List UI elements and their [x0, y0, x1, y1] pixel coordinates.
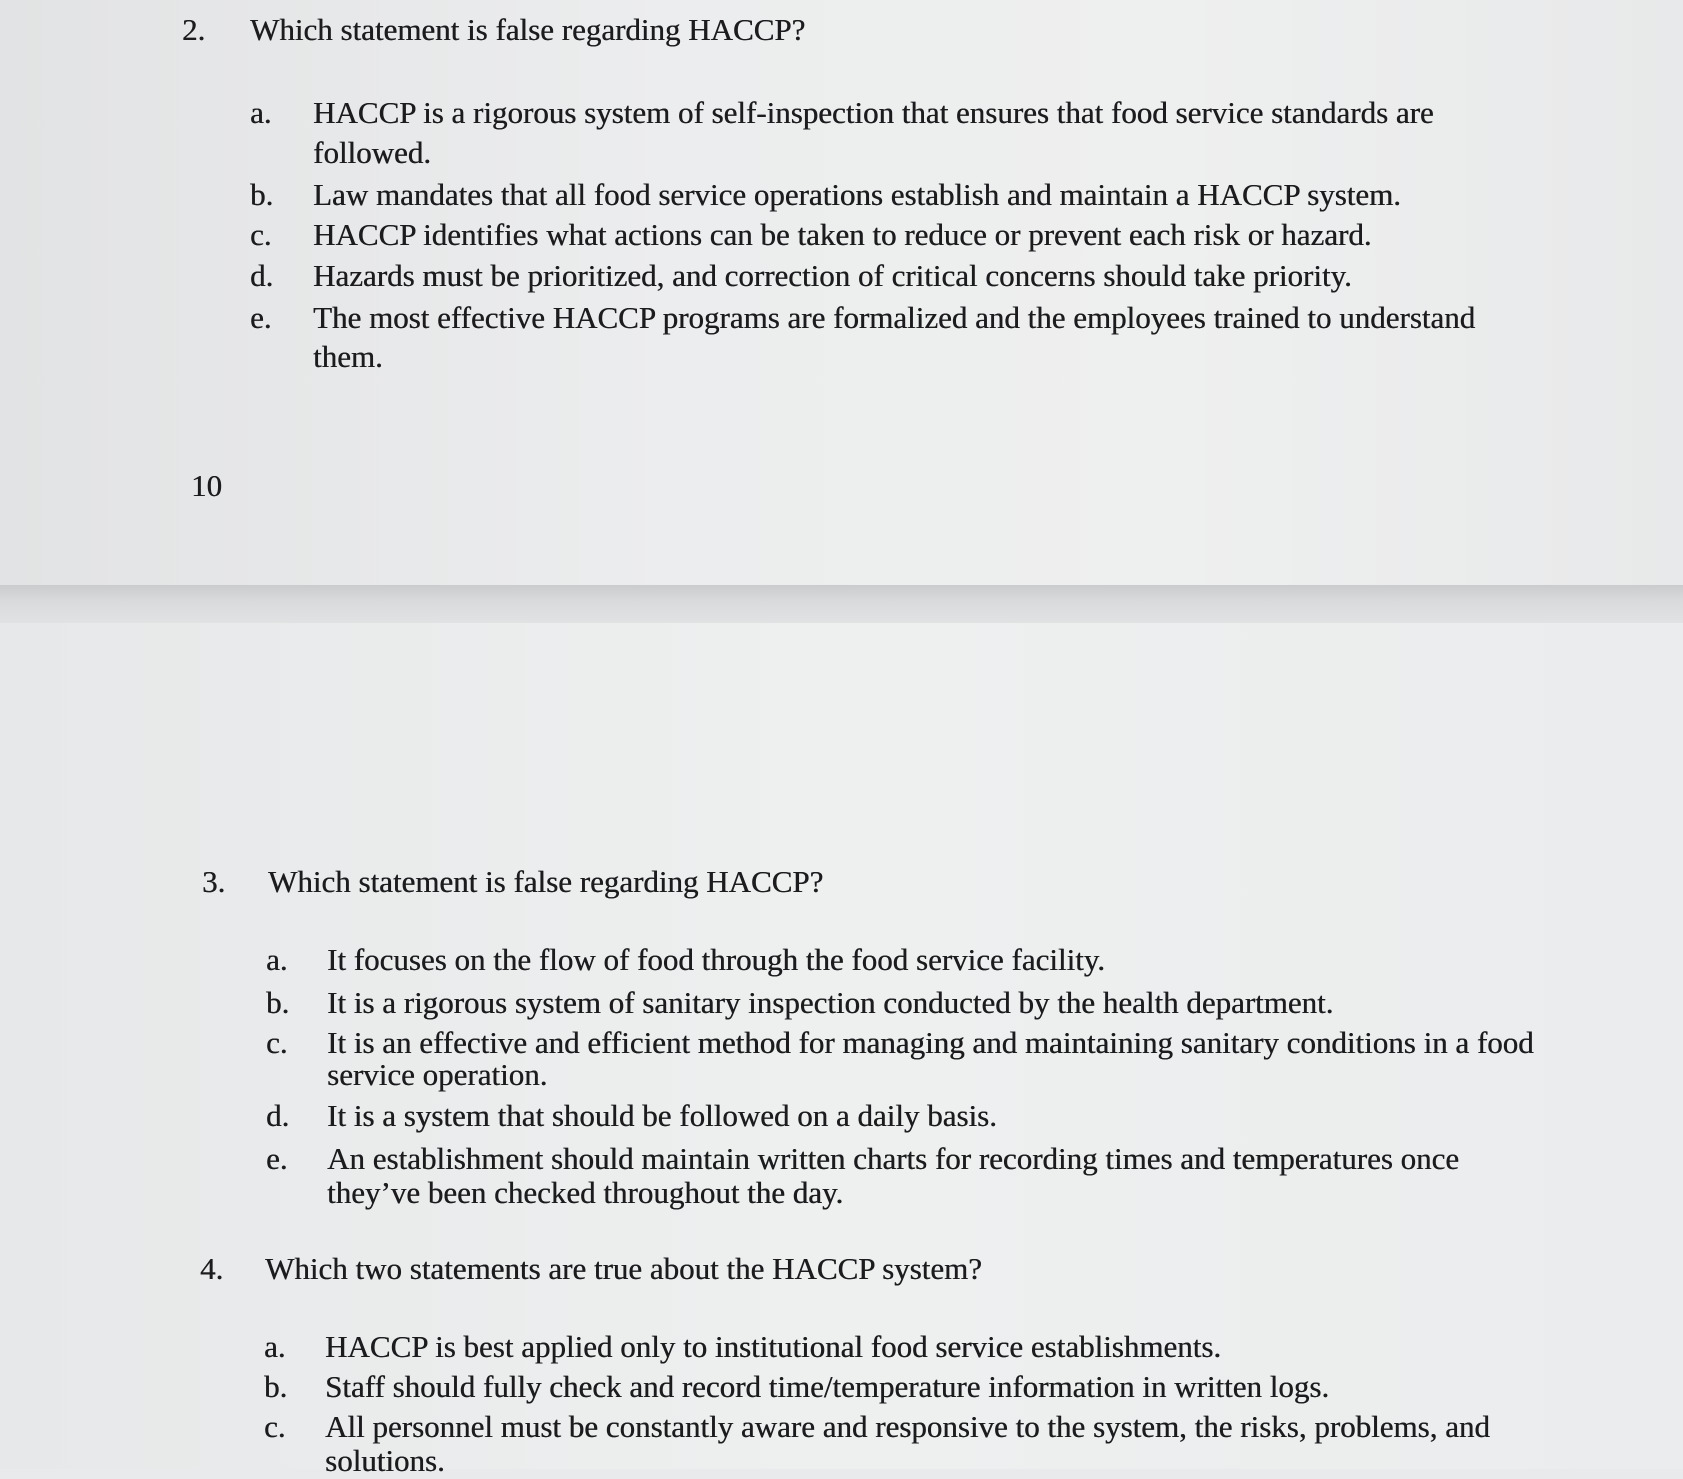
option-letter: b.: [250, 177, 274, 212]
option-letter: a.: [264, 1329, 286, 1364]
option-text: HACCP is best applied only to institutional food service establishments.: [325, 1329, 1222, 1364]
option-letter: a.: [266, 942, 288, 977]
option-text: them.: [313, 339, 383, 374]
option-text: Staff should fully check and record time/temperature information in written logs.: [325, 1369, 1330, 1404]
option-text: they’ve been checked throughout the day.: [327, 1175, 844, 1210]
option-text: followed.: [313, 135, 431, 170]
question-prompt: Which statement is false regarding HACCP?: [268, 864, 824, 899]
option-text: It is a rigorous system of sanitary inspection conducted by the health department.: [327, 985, 1334, 1020]
option-letter: c.: [266, 1025, 288, 1060]
option-text: It is a system that should be followed on a daily basis.: [327, 1098, 997, 1133]
option-text: service operation.: [327, 1057, 548, 1092]
option-text: The most effective HACCP programs are formalized and the employees trained to understand: [313, 300, 1476, 335]
option-letter: d.: [250, 258, 274, 293]
question-prompt: Which two statements are true about the HACCP system?: [265, 1251, 982, 1286]
option-text: All personnel must be constantly aware and responsive to the system, the risks, problems, and: [325, 1409, 1490, 1444]
question-number: 4.: [200, 1251, 224, 1286]
option-text: It is an effective and efficient method for managing and maintaining sanitary conditions in a food: [327, 1025, 1534, 1060]
option-text: solutions.: [325, 1443, 445, 1478]
option-letter: e.: [266, 1141, 288, 1176]
question-number: 3.: [202, 864, 226, 899]
option-text: HACCP identifies what actions can be taken to reduce or prevent each risk or hazard.: [313, 217, 1372, 252]
question-prompt: Which statement is false regarding HACCP?: [250, 12, 806, 47]
option-letter: c.: [264, 1409, 286, 1444]
page-separator: [0, 585, 1683, 623]
option-letter: c.: [250, 217, 272, 252]
question-number: 2.: [182, 12, 206, 47]
option-letter: a.: [250, 95, 272, 130]
option-letter: d.: [266, 1098, 290, 1133]
page-number: 10: [191, 468, 222, 503]
option-text: Law mandates that all food service operations establish and maintain a HACCP system.: [313, 177, 1401, 212]
option-letter: b.: [266, 985, 290, 1020]
option-letter: b.: [264, 1369, 288, 1404]
option-text: It focuses on the flow of food through the food service facility.: [327, 942, 1105, 977]
option-letter: e.: [250, 300, 272, 335]
option-text: HACCP is a rigorous system of self-inspection that ensures that food service standards are: [313, 95, 1434, 130]
option-text: Hazards must be prioritized, and correction of critical concerns should take priority.: [313, 258, 1352, 293]
option-text: An establishment should maintain written charts for recording times and temperatures once: [327, 1141, 1460, 1176]
